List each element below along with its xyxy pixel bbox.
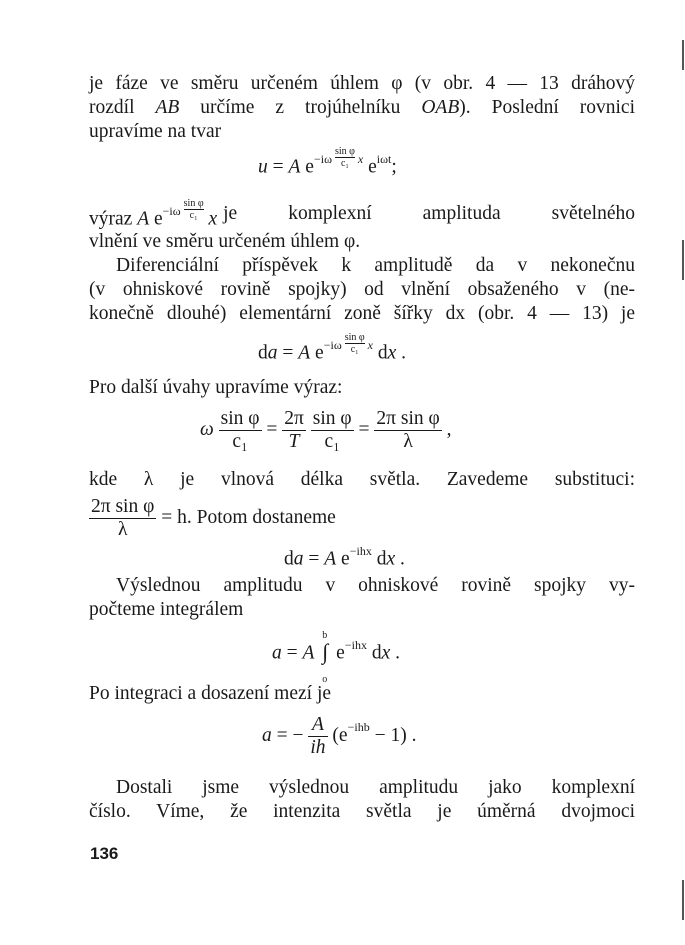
scan-edge-mark xyxy=(682,240,684,280)
equation-result: a = − $\frac{A}{ih}$ $(e^{-ihb} - 1)$ . xyxy=(262,714,417,758)
fraction xyxy=(219,408,262,453)
text-span: = h. Potom dostaneme xyxy=(161,506,336,528)
triangle-oab: OAB xyxy=(421,97,460,118)
text-line-16: Výslednou amplitudu v ohniskové rovině spojky vy- xyxy=(116,575,635,596)
equation-da-h: da = A $e^{-ihx}$ dx . xyxy=(284,544,405,570)
segment-ab: AB xyxy=(155,97,180,118)
text-span: je komplexní amplituda světelného xyxy=(223,203,635,224)
text-line-22: číslo. Víme, že intenzita světla je úměrná dvojmoci xyxy=(89,801,635,822)
ih-symbol: ih xyxy=(310,737,326,758)
integral-lower-limit: o xyxy=(322,673,328,685)
fraction-num: sin φ xyxy=(344,332,365,343)
exp-iomega: iω xyxy=(330,338,342,352)
fraction-num: sin φ xyxy=(334,146,355,157)
text-line-13: kde λ je vlnová délka světla. Zavedeme substituci: xyxy=(89,469,635,490)
text-line-11: Pro další úvahy upravíme výraz: xyxy=(89,377,343,398)
fraction-den: c₁ xyxy=(345,343,365,355)
text-line-3: upravíme na tvar xyxy=(89,121,222,142)
exp-ihx: ihx xyxy=(356,544,372,558)
scan-edge-mark xyxy=(682,40,684,70)
fraction xyxy=(89,496,156,541)
text-line-21: Dostali jsme výslednou amplitudu jako komplexní xyxy=(116,777,635,798)
text-line-8: (v ohniskové rovině spojky) od vlnění obsaženého v (ne- xyxy=(89,279,635,300)
exp-fraction xyxy=(335,146,355,169)
text-span: rozdíl xyxy=(89,97,156,118)
fraction xyxy=(282,408,306,453)
fraction-num: sin φ xyxy=(312,408,352,429)
fraction-num: 2π sin φ xyxy=(91,496,155,517)
text-line-1: je fáze ve směru určeném úhlem φ (v obr. 4 — 13 dráhový xyxy=(89,73,635,94)
exp-ihx: ihx xyxy=(351,638,367,652)
period-symbol: T xyxy=(288,431,300,452)
text-line-7: Diferenciální příspěvek k amplitudě da v nekonečnu xyxy=(116,255,635,276)
equation-integral: a = A b ∫ o $e^{-ihx}$ dx . xyxy=(272,636,400,665)
integral-upper-limit: b xyxy=(322,629,328,641)
text-line-6: vlnění ve směru určeném úhlem φ. xyxy=(89,231,361,252)
exp-iomega: iω xyxy=(320,152,332,166)
exp-iomegat: iωt xyxy=(376,152,392,166)
fraction-den: c₁ xyxy=(184,209,204,221)
text-span: výraz xyxy=(89,208,138,230)
fraction-den xyxy=(282,430,306,453)
text-line-2 xyxy=(89,96,635,119)
fraction-den: c₁ xyxy=(335,157,355,169)
fraction-num: sin φ xyxy=(183,198,204,209)
page-number: 136 xyxy=(90,844,119,863)
text-line-14 xyxy=(89,496,336,541)
fraction-den xyxy=(308,736,327,759)
integral-sign: b ∫ o xyxy=(319,640,331,665)
fraction-den: c₁ xyxy=(219,430,262,453)
text-line-17: počteme integrálem xyxy=(89,599,244,620)
fraction-num: sin φ xyxy=(220,408,260,429)
exp-iomega: iω xyxy=(169,204,181,218)
equation-da: da = A $e^{-i\omega \frac{\text{sin φ}}{\text{c₁}} x}$ dx . xyxy=(258,332,407,364)
fraction xyxy=(311,408,354,453)
equation-omega: ω $\frac{\text{sin φ}}{\text{c₁}}$ = $\frac{2\pi}{T}$ $\frac{\text{sin φ}}{\text{c₁}}$ = $\frac{\text{2π sin φ}}{\lambda}$ , xyxy=(200,408,452,452)
exp-ihb: ihb xyxy=(354,720,370,735)
text-line-19: Po integraci a dosazení mezí je xyxy=(89,683,332,704)
text-span: výraz A $e^{-i\omega \frac{\text{sin φ}}{\text{c₁}}}$ x xyxy=(89,198,218,230)
exp-fraction xyxy=(184,198,204,221)
fraction-num: 2π xyxy=(284,408,304,429)
text-line-9: konečně dlouhé) elementární zoně šířky dx (obr. 4 — 13) je xyxy=(89,303,635,324)
scan-edge-mark xyxy=(682,880,684,920)
fraction-num: 2π sin φ xyxy=(376,408,440,429)
fraction-den: λ xyxy=(89,518,156,541)
text-span: určíme z trojúhelníku xyxy=(179,97,422,118)
fraction xyxy=(374,408,441,453)
exp-fraction xyxy=(345,332,365,355)
fraction-den: λ xyxy=(374,430,441,453)
fraction xyxy=(308,714,327,759)
equation-u: u = A $e^{-i\omega \frac{\text{sin φ}}{\text{c₁}} x}$ $e^{i\omega t}$; xyxy=(258,146,397,178)
text-span: ). Poslední rovnici xyxy=(459,97,635,118)
fraction-den: c₁ xyxy=(311,430,354,453)
text-line-5 xyxy=(89,198,635,231)
fraction-num: A xyxy=(312,714,324,735)
